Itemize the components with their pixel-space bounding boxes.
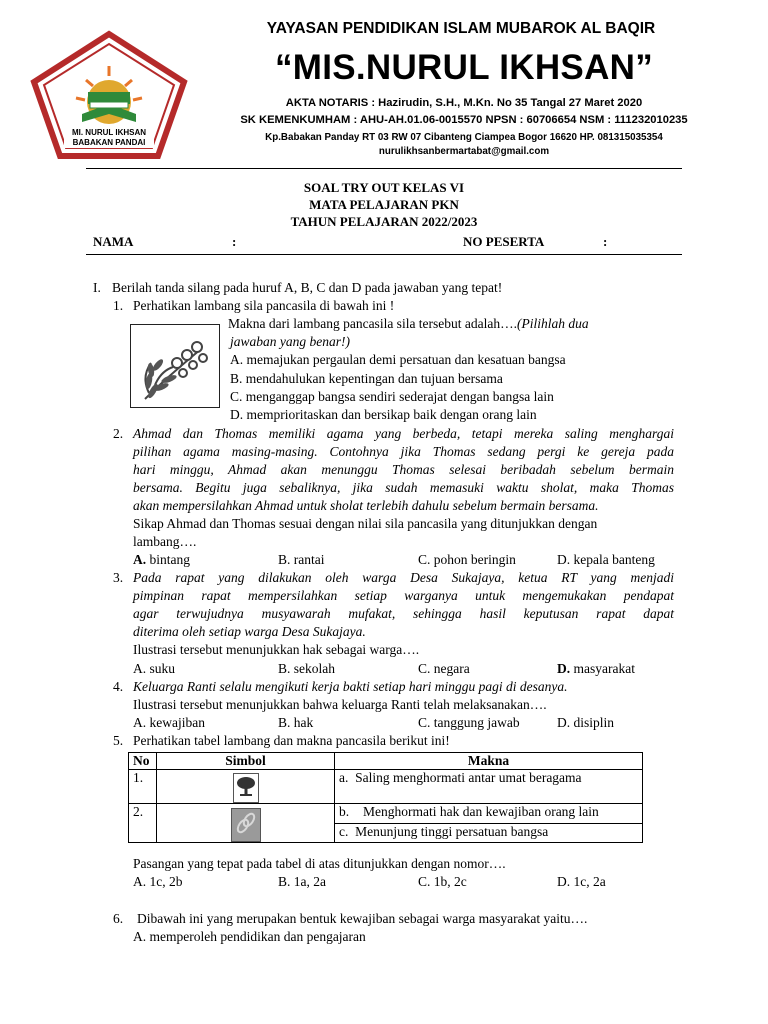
q1-option-a[interactable]: A. memajukan pergaulan demi persatuan dan kesatuan bangsa xyxy=(230,352,566,367)
q1-prompt-note: (Pilihlah dua xyxy=(517,316,589,331)
school-address: Kp.Babakan Panday RT 03 RW 07 Cibanteng Ciampea Bogor 16620 HP. 081315035354 xyxy=(265,132,663,143)
q5-option-b[interactable]: B. 1a, 2a xyxy=(278,874,326,889)
q5-option-c[interactable]: C. 1b, 2c xyxy=(418,874,467,889)
q1-option-b[interactable]: B. mendahulukan kepentingan dan tujuan bersama xyxy=(230,371,503,386)
q1-option-d[interactable]: D. memprioritaskan dan bersikap baik dengan orang lain xyxy=(230,407,537,422)
chain-icon xyxy=(231,808,261,842)
table-cell-meaning xyxy=(335,804,643,824)
table-header: Makna xyxy=(335,753,643,770)
meaning-letter: b. xyxy=(339,804,350,819)
q1-text: Perhatikan lambang sila pancasila di bawah ini ! xyxy=(133,298,395,313)
q2-option-a-letter: A. xyxy=(133,552,147,567)
q4-option-a[interactable]: A. kewajiban xyxy=(133,715,205,730)
q3-question: Ilustrasi tersebut menunjukkan hak sebagai warga…. xyxy=(133,642,420,657)
table-cell-no: 2. xyxy=(129,804,157,843)
meaning-text: Saling menghormati antar umat beragama xyxy=(355,770,582,785)
rice-cotton-icon xyxy=(131,325,219,407)
nama-label: NAMA xyxy=(93,234,134,249)
table-row xyxy=(129,770,643,804)
q1-prompt-text: Makna dari lambang pancasila sila tersebut adalah…. xyxy=(228,316,518,331)
table-header-row xyxy=(129,753,643,770)
exam-subject: MATA PELAJARAN PKN xyxy=(309,197,459,212)
table-cell-meaning xyxy=(335,823,643,843)
q4-number: 4. xyxy=(113,679,124,694)
q3-option-b[interactable]: B. sekolah xyxy=(278,661,335,676)
q2-option-a[interactable] xyxy=(133,551,190,569)
section-instruction: Berilah tanda silang pada huruf A, B, C dan D pada jawaban yang tepat! xyxy=(112,280,503,295)
q6-text: Dibawah ini yang merupakan bentuk kewajiban sebagai warga masyarakat yaitu…. xyxy=(137,911,588,926)
q2-option-a-text: bintang xyxy=(146,552,190,567)
q3-option-d-letter: D. xyxy=(557,661,571,676)
school-name: “MIS.NURUL IKHSAN” xyxy=(274,48,654,87)
table-header: Simbol xyxy=(157,753,335,770)
q3-line: pimpinan rapat mempersilahkan setiap warganya untuk mengemukakan pendapat xyxy=(133,588,674,603)
registration-numbers: SK KEMENKUMHAM : AHU-AH.01.06-0015570 NPSN : 60706654 NSM : 111232010235 xyxy=(240,114,688,126)
meaning-letter: c. xyxy=(339,823,349,839)
q5-question: Pasangan yang tepat pada tabel di atas ditunjukkan dengan nomor…. xyxy=(133,856,506,871)
nama-colon: : xyxy=(232,234,237,249)
q4-option-d[interactable]: D. disiplin xyxy=(557,715,615,730)
q1-option-c[interactable]: C. menganggap bangsa sendiri sederajat dengan bangsa lain xyxy=(230,389,554,404)
banyan-tree-icon xyxy=(233,773,259,803)
exam-year: TAHUN PELAJARAN 2022/2023 xyxy=(290,214,478,229)
meaning-letter: a. xyxy=(339,770,349,785)
q4-option-b[interactable]: B. hak xyxy=(278,715,314,730)
q3-line: Pada rapat yang dilakukan oleh warga Desa Sukajaya, ketua RT yang menjadi xyxy=(133,570,674,585)
q1-prompt-note-2: jawaban yang benar!) xyxy=(230,334,350,349)
table-header: No xyxy=(129,753,157,770)
meaning-text: Menghormati hak dan kewajiban orang lain xyxy=(363,804,599,819)
q2-number: 2. xyxy=(113,426,124,441)
logo-text-location: BABAKAN PANDAI xyxy=(72,138,146,147)
q3-option-d-text: masyarakat xyxy=(570,661,635,676)
q5-option-d[interactable]: D. 1c, 2a xyxy=(557,874,606,889)
q3-line: agar terwujudnya musyawarah mufakat, sehingga hasil keputusan rapat dapat xyxy=(133,606,674,621)
q2-option-c[interactable]: C. pohon beringin xyxy=(418,552,516,567)
q3-option-d[interactable] xyxy=(557,660,635,678)
q2-question-2: lambang…. xyxy=(133,534,197,549)
q1-pancasila-symbol-image xyxy=(130,324,220,408)
q6-number: 6. xyxy=(113,911,124,926)
letterhead-divider xyxy=(86,168,682,169)
q2-line: Ahmad dan Thomas memiliki agama yang berbeda, tetapi mereka saling menghargai xyxy=(133,426,674,441)
q2-question: Sikap Ahmad dan Thomas sesuai dengan nilai sila pancasila yang ditunjukkan dengan xyxy=(133,516,598,531)
q5-symbol-table xyxy=(128,752,643,843)
table-row xyxy=(129,804,643,824)
table-cell-no: 1. xyxy=(129,770,157,804)
q2-line: hari minggu, Ahmad akan menunggu Thomas selesai beribadah sebelum bermain xyxy=(133,462,674,477)
q1-number: 1. xyxy=(113,298,124,313)
q5-number: 5. xyxy=(113,733,124,748)
table-cell-symbol xyxy=(157,804,335,843)
school-logo xyxy=(30,30,188,160)
q2-line: pilihan agama masing-masing. Contohnya jika Thomas sedang pergi ke gereja pada xyxy=(133,444,674,459)
q2-line: bersama. Begitu juga sebaliknya, jika sudah memasuki waktu sholat, maka Thomas xyxy=(133,480,674,495)
q2-line-last: akan mempersilahkan Ahmad untuk sholat terlebih dahulu sebelum bermain bersama. xyxy=(133,498,599,513)
q4-question: Ilustrasi tersebut menunjukkan bahwa keluarga Ranti telah melaksanakan…. xyxy=(133,697,547,712)
header-divider xyxy=(86,254,682,255)
q3-number: 3. xyxy=(113,570,124,585)
q4-text: Keluarga Ranti selalu mengikuti kerja bakti setiap hari minggu pagi di desanya. xyxy=(133,679,568,694)
exam-title: SOAL TRY OUT KELAS VI xyxy=(303,180,465,195)
table-cell-meaning xyxy=(335,770,643,804)
logo-text-name: MI. NURUL IKHSAN xyxy=(71,128,147,137)
q5-option-a[interactable]: A. 1c, 2b xyxy=(133,874,183,889)
q5-text: Perhatikan tabel lambang dan makna pancasila berikut ini! xyxy=(133,733,450,748)
meaning-text: Menunjung tinggi persatuan bangsa xyxy=(355,823,549,839)
notary-deed: AKTA NOTARIS : Hazirudin, S.H., M.Kn. No 35 Tangal 27 Maret 2020 xyxy=(285,97,643,109)
q4-option-c[interactable]: C. tanggung jawab xyxy=(418,715,520,730)
q1-prompt xyxy=(228,315,589,333)
q2-option-d[interactable]: D. kepala banteng xyxy=(557,552,655,567)
no-peserta-colon: : xyxy=(603,234,608,249)
q3-line-last: diterima oleh setiap warga Desa Sukajaya. xyxy=(133,624,366,639)
school-email: nurulikhsanbermartabat@gmail.com xyxy=(378,146,550,157)
q3-option-c[interactable]: C. negara xyxy=(418,661,470,676)
foundation-name: YAYASAN PENDIDIKAN ISLAM MUBAROK AL BAQIR xyxy=(266,20,656,37)
no-peserta-label: NO PESERTA xyxy=(463,234,545,249)
table-cell-symbol xyxy=(157,770,335,804)
section-number: I. xyxy=(93,280,101,295)
q6-option-a[interactable]: A. memperoleh pendidikan dan pengajaran xyxy=(133,929,366,944)
q2-option-b[interactable]: B. rantai xyxy=(278,552,325,567)
q3-option-a[interactable]: A. suku xyxy=(133,661,176,676)
